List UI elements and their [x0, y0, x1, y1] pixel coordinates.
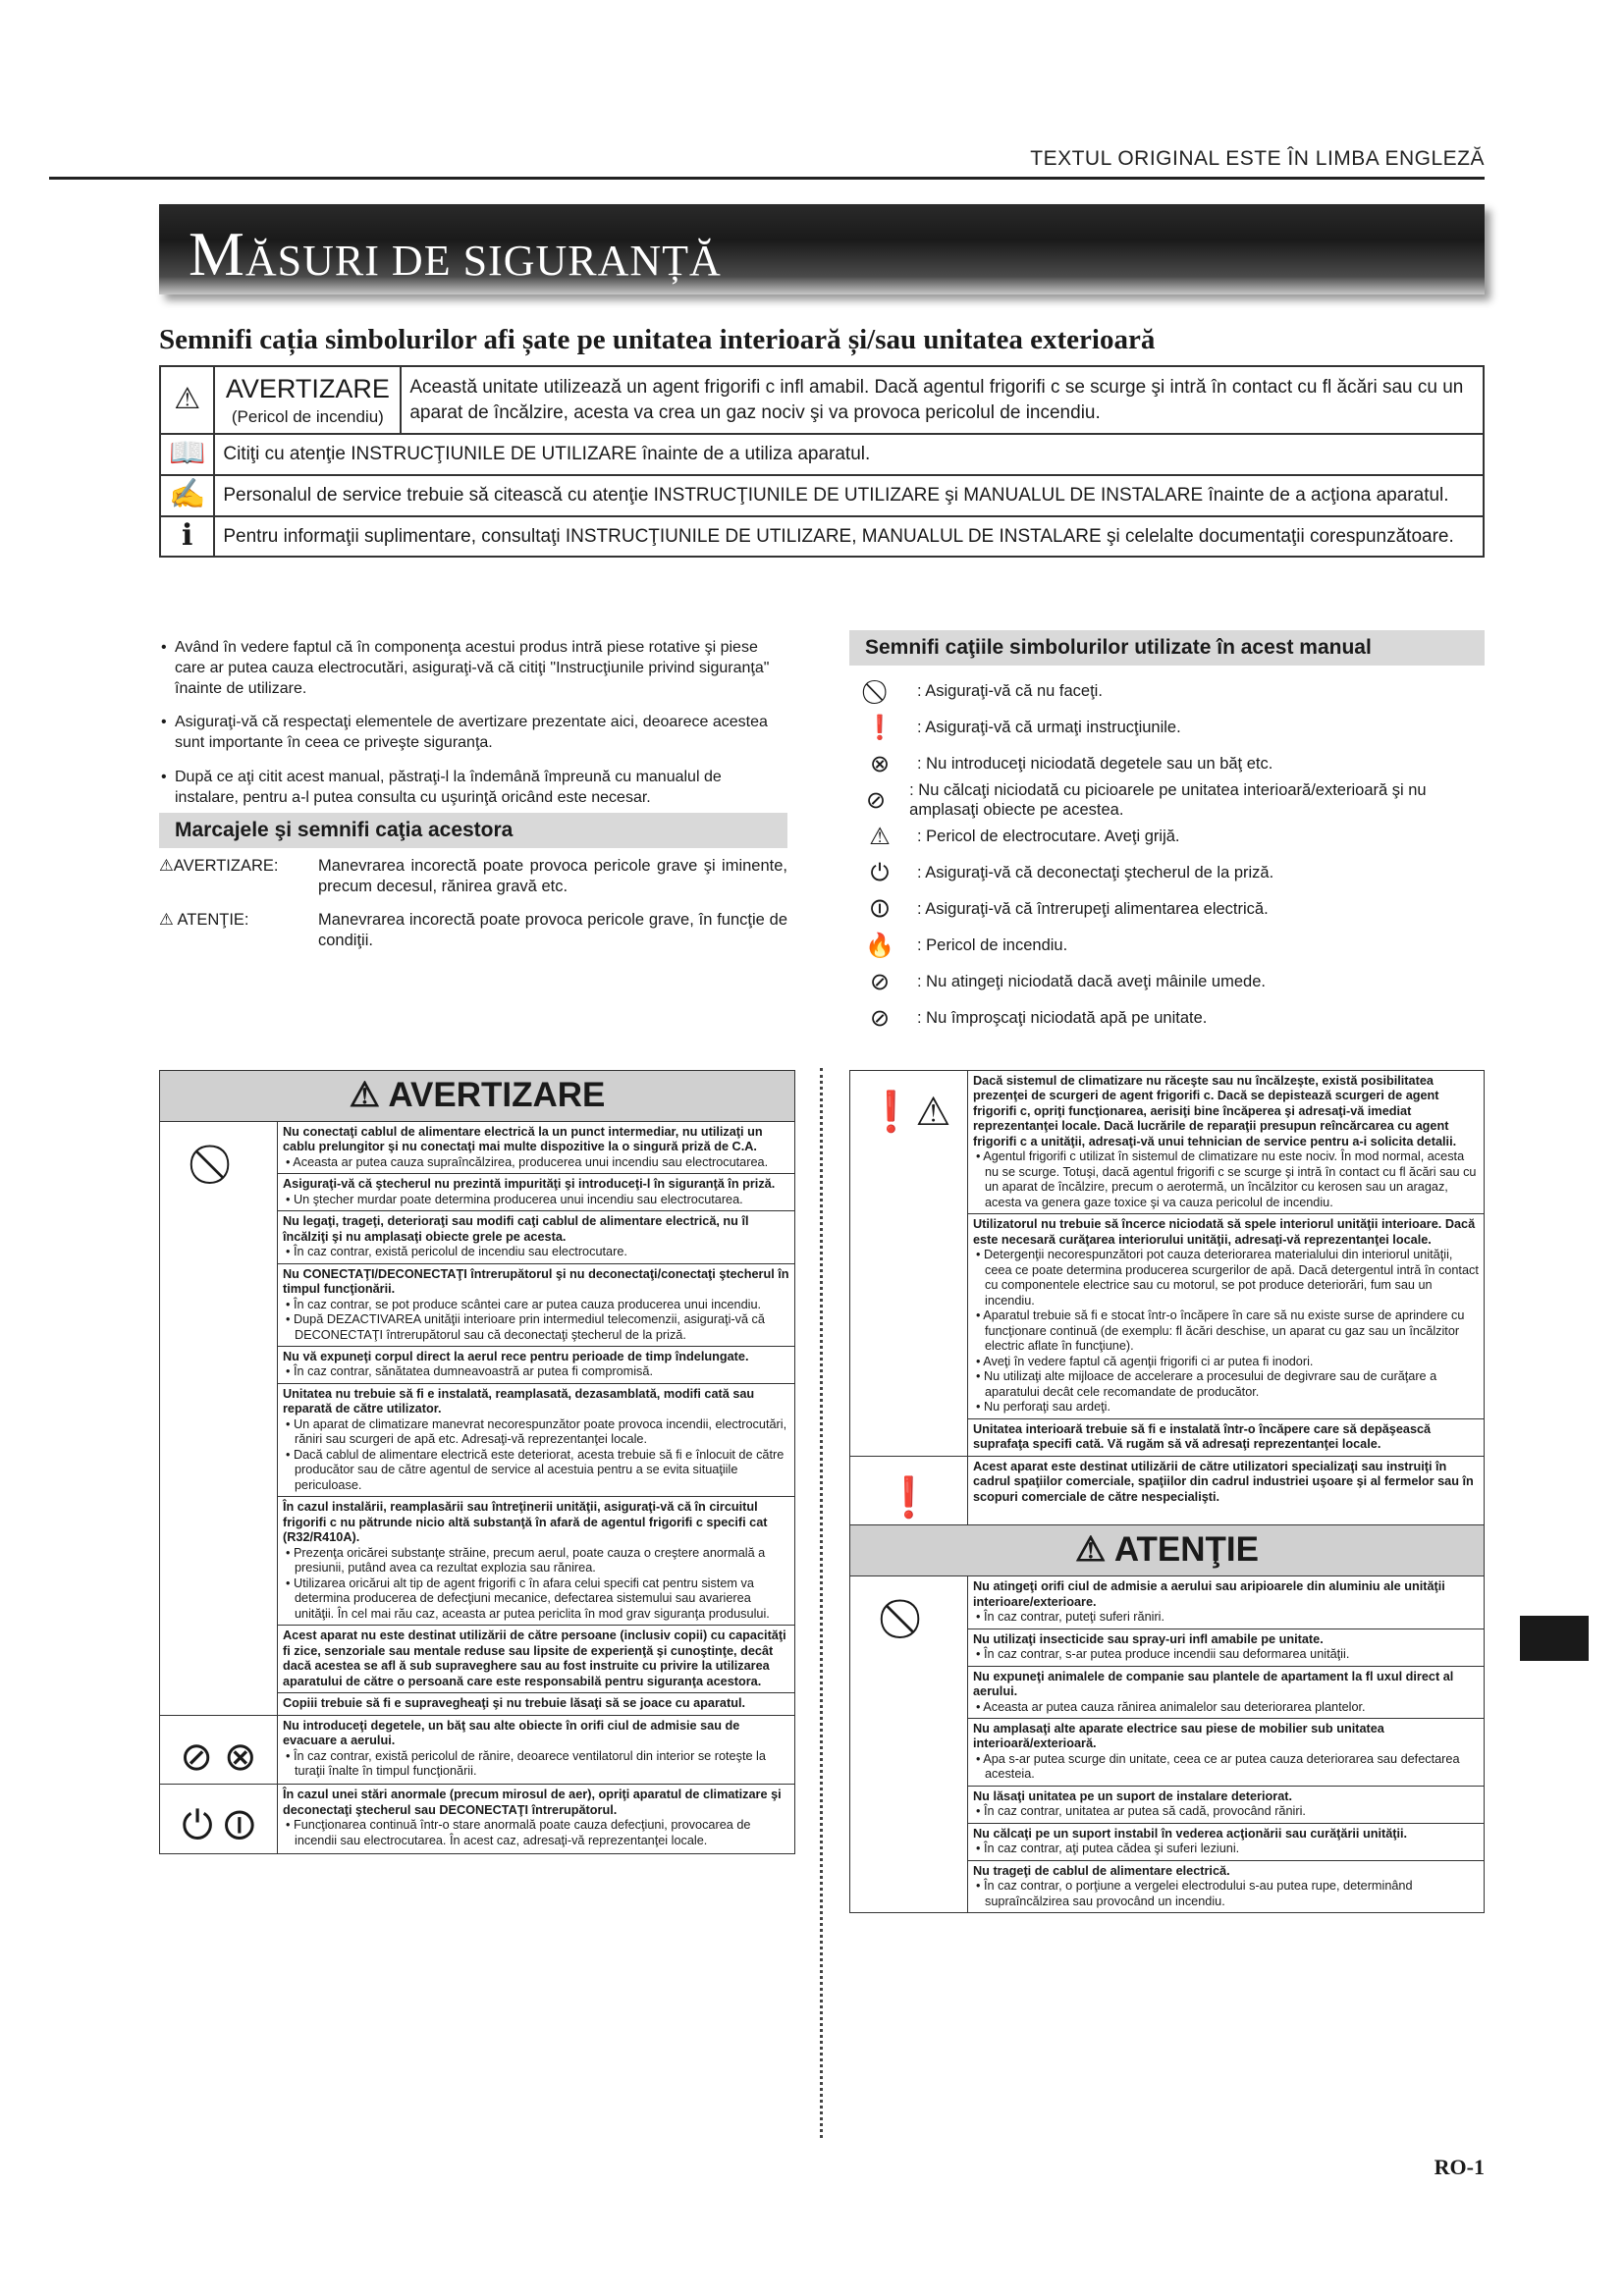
caution-heading: ⚠ ATENŢIE: [850, 1525, 1485, 1576]
list-item: [862, 710, 1485, 746]
safety-detail: • În caz contrar, o porţiune a vergelei electrodului s-au putea rupe, determinând supraîncălzirea sau provocând un incendiu.: [976, 1879, 1413, 1908]
list-item: [862, 819, 1485, 855]
symbol-meaning: : Asiguraţi-vă că nu faceţi.: [917, 681, 1103, 700]
safety-statement: Utilizatorul nu trebuie să încerce niciodată să spele interiorul unităţii interioare. Dacă este necesară curăţarea interiorului unităţii, adresaţi-vă reprezentanţei locale.: [973, 1217, 1476, 1247]
safety-cell: [278, 1497, 795, 1626]
symbols-table: [159, 365, 1485, 558]
safety-cell: [278, 1211, 795, 1263]
safety-detail: • În caz contrar, există pericolul de incendiu sau electrocutare.: [286, 1245, 627, 1259]
safety-statement: Unitatea interioară trebuie să fi e instalată într-o încăpere care să depăşească suprafaţa specifi cată. Vă rugăm să vă adresaţi reprezentanţei locale.: [973, 1421, 1432, 1452]
warning-heading: ⚠ AVERTIZARE: [160, 1071, 795, 1122]
list-item: [862, 1000, 1485, 1037]
prohibition-icon: [862, 678, 897, 706]
safety-detail: • Utilizarea oricărui alt tip de agent frigorifi c în afara celui specifi cat pentru sistem va determina producerea de defecţiuni mecanice, defectarea sistemului sau avarierea unităţii. În cel mai rău caz, aceasta ar putea periclita în mod grav siguranţa produsului.: [286, 1575, 770, 1621]
no-step-icon: ⊘: [866, 787, 887, 814]
safety-statement: Nu amplasaţi alte aparate electrice sau piese de mobilier sub unitatea interioară/exterioară.: [973, 1721, 1384, 1751]
safety-cell: [278, 1346, 795, 1383]
safety-detail: • După DEZACTIVAREA unităţii interioare prin intermediul telecomenzii, asiguraţi-vă că DECONECTAŢI întrerupătorul sau că deconectaţi ştecherul de la priză.: [286, 1312, 765, 1342]
electric-shock-icon: ⚠: [869, 824, 891, 850]
safety-detail: • Un ştecher murdar poate determina producerea unui incendiu sau electrocutarea.: [286, 1192, 743, 1206]
symbol-meaning: : Pericol de electrocutare. Aveţi grijă.: [917, 827, 1180, 845]
symbol-meaning: : Nu călcaţi niciodată cu picioarele pe unitatea interioară/exterioară şi nu amplasaţi obiecte pe acestea.: [909, 780, 1427, 819]
original-language-note: TEXTUL ORIGINAL ESTE ÎN LIMBA ENGLEZĂ: [1030, 147, 1485, 170]
list-item: • Având în vedere faptul că în componenţa acestui produs intră piese rotative şi piese care ar putea cauza electrocutări, asiguraţi-vă că citiţi "Instrucţiunile privind siguranţa" înainte de utilizare.: [159, 638, 787, 699]
warning-sub: (Pericol de incendiu): [231, 407, 384, 427]
safety-detail: • În caz contrar, unitatea ar putea să cadă, provocând răniri.: [976, 1804, 1306, 1819]
list-item: [862, 891, 1485, 928]
safety-statement: Unitatea nu trebuie să fi e instalată, reamplasată, dezasamblată, modifi cată sau reparată de către utilizator.: [283, 1386, 755, 1416]
safety-statement: Nu legaţi, trageţi, deterioraţi sau modifi caţi cablul de alimentare electrică, nu îl încălziţi şi nu amplasaţi obiecte grele pe acesta.: [283, 1214, 749, 1244]
safety-statement: Nu introduceţi degetele, un băţ sau alte obiecte în orifi ciul de admisie sau de evacuare a aerului.: [283, 1718, 740, 1748]
list-item: [862, 782, 1485, 819]
symbol-meaning: : Asiguraţi-vă că urmaţi instrucţiunile.: [917, 718, 1181, 736]
safety-statement: În cazul unei stări anormale (precum mirosul de aer), opriţi aparatul de climatizare şi deconectaţi ştecherul sau DECONECTAŢI întrerupătorul.: [283, 1788, 782, 1817]
safety-detail: • În caz contrar, există pericolul de rănire, deoarece ventilatorul din interior se roteşte la turaţii înalte în timpul funcţionării.: [286, 1748, 766, 1779]
more-info-text: Pentru informaţii suplimentare, consultaţi INSTRUCŢIUNILE DE UTILIZARE, MANUALUL DE INSTALARE şi celelalte documentaţii corespunzătoare.: [214, 516, 1484, 558]
safety-detail: • Aceasta ar putea cauza supraîncălzirea, producerea unui incendiu sau electrocutarea.: [286, 1154, 769, 1169]
info-book-icon: ℹ: [160, 516, 214, 558]
symbol-meaning: : Nu atingeţi niciodată dacă aveţi mâinile umede.: [917, 972, 1266, 990]
warning-box-continued: [849, 1070, 1485, 1913]
safety-detail: • Nu utilizaţi alte mijloace de accelerare a procesului de degivrare sau de curăţare a aparatului decât cele recomandate de producător.: [976, 1369, 1437, 1399]
safety-statement: Nu vă expuneţi corpul direct la aerul rece pentru perioade de timp îndelungate.: [283, 1349, 749, 1363]
safety-detail: • Detergenţii necorespunzători pot cauza deteriorarea materialului din interiorul unităţii, ceea ce poate determina producerea scurgerilor de apă. Dacă detergentul intră în contact cu componentele electrice sau cu motorul, se pot produce deteriorări, fum sau un incendiu.: [976, 1248, 1479, 1308]
safety-cell: [968, 1418, 1485, 1456]
safety-cell: [968, 1786, 1485, 1823]
safety-cell: [968, 1576, 1485, 1629]
language-tab: [1520, 1616, 1589, 1661]
symbols-heading: Semnifi cația simbolurilor afi șate pe unitatea interioară și/sau unitatea exterioară: [159, 324, 1156, 355]
safety-cell: [278, 1174, 795, 1211]
intro-bullets: [159, 638, 787, 823]
safety-detail: • Apa s-ar putea scurge din unitate, ceea ce ar putea cauza deteriorarea sau defectarea acesteia.: [976, 1751, 1460, 1782]
manual-book-icon: 📖: [160, 434, 214, 475]
safety-statement: Nu atingeţi orifi ciul de admisie a aerului sau aripioarele din aluminiu ale unităţii interioare/exterioare.: [973, 1579, 1445, 1609]
safety-statement: Dacă sistemul de climatizare nu răceşte sau nu încălzeşte, există posibilitatea prezenţei de scurgeri de agent frigorifi c. Dacă se depistează scurgeri de agent frigorifi c, opriţi funcţionarea, aerisiţi bine încăperea şi adresaţi-vă imediat reprezentanţei locale. Dacă lucrările de reparaţii presupun reîncărcarea cu agent frigorifi c a unităţii, adresaţi-vă unui tehnician de service pentru a-i solicita detalii.: [973, 1074, 1457, 1148]
safety-statement: Nu utilizaţi insecticide sau spray-uri infl amabile pe unitate.: [973, 1631, 1324, 1646]
fire-hazard-icon: ❗⚠: [850, 1071, 968, 1457]
safety-cell: [968, 1823, 1485, 1860]
markings-list: [159, 856, 787, 964]
safety-detail: • Funcţionarea continuă într-o stare anormală poate cauza defecţiuni, provocarea de incendii sau electrocutarea. În acest caz, adresaţi-vă reprezentanţei locale.: [286, 1818, 751, 1847]
safety-detail: • În caz contrar, se pot produce scântei care ar putea cauza producerea unui incendiu.: [286, 1297, 762, 1311]
page-title: MĂSURI DE SIGURANȚĂ: [189, 219, 722, 289]
safety-cell: [278, 1693, 795, 1715]
symbol-meaning: : Nu împroşcaţi niciodată apă pe unitate.: [917, 1008, 1208, 1027]
safety-cell: [278, 1263, 795, 1346]
warning-marker-label: ⚠AVERTIZARE:: [159, 857, 279, 875]
warning-text: Această unitate utilizează un agent frigorifi c infl amabil. Dacă agentul frigorifi c se scurge şi intră în contact cu fl ăcări sau cu un aparat de încălzire, acesta va crea un gaz nociv şi va provoca pericolul de incendiu.: [401, 366, 1484, 434]
safety-statement: Nu călcaţi pe un suport instabil în vederea acţionării sau curăţării unităţii.: [973, 1826, 1408, 1841]
safety-detail: • În caz contrar, aţi putea cădea şi suferi leziuni.: [976, 1842, 1240, 1856]
list-item: • După ce aţi citit acest manual, păstraţi-l la îndemână împreună cu manualul de instalare, pentru a-l putea consulta cu uşurinţă oricând este necesar.: [159, 768, 787, 809]
symbol-meaning: : Nu introduceţi niciodată degetele sau un băţ etc.: [917, 754, 1273, 773]
no-water-spray-icon: ⊘: [869, 1005, 891, 1032]
safety-detail: • Aparatul trebuie să fi e stocat într-o încăpere în care să nu existe surse de aprindere cu funcţionare continuă (de exemplu: fl ăcări deschise, un aparat cu gaz sau un încălzitor electric aflate în funcţiune).: [976, 1308, 1465, 1354]
warning-marker-text: Manevrarea incorectă poate provoca pericole grave şi iminente, precum decesul, rănirea gravă etc.: [318, 857, 787, 896]
manual-symbols-list: [862, 673, 1485, 1037]
safety-statement: Copiii trebuie să fi e supravegheaţi şi nu trebuie lăsaţi să se joace cu aparatul.: [283, 1696, 746, 1711]
safety-statement: Acest aparat nu este destinat utilizării de către persoane (inclusiv copii) cu capacităţi fi zice, senzoriale sau mentale reduse sau lipsite de experienţă şi cunoştinţe, decât dacă acestea se afl ă sub supraveghere sau au fost instruite cu privire la utilizarea aparatului de către o persoană care este responsabilă pentru siguranţa acestora.: [283, 1629, 786, 1688]
symbol-meaning: : Asiguraţi-vă că întrerupeţi alimentarea electrică.: [917, 899, 1269, 918]
safety-statement: Nu CONECTAŢI/DECONECTAŢI întrerupătorul şi nu deconectaţi/conectaţi ştecherul în timpul funcţionării.: [283, 1266, 789, 1297]
safety-detail: • Prezenţa oricărei substanţe străine, precum aerul, poate cauza o creştere anormală a presiunii, putând avea ca rezultat explozia sau rănirea.: [286, 1545, 766, 1575]
safety-detail: • În caz contrar, sănătatea dumneavoastră ar putea fi compromisă.: [286, 1364, 653, 1379]
safety-detail: • În caz contrar, puteţi suferi răniri.: [976, 1610, 1165, 1625]
read-manual-text: Citiţi cu atenţie INSTRUCŢIUNILE DE UTILIZARE înainte de a utiliza aparatul.: [214, 434, 1484, 475]
list-item: [862, 673, 1485, 710]
caution-marker-text: Manevrarea incorectă poate provoca pericole grave, în funcţie de condiţii.: [318, 910, 787, 950]
safety-cell: [968, 1456, 1485, 1525]
safety-cell: [968, 1860, 1485, 1912]
safety-cell: [968, 1666, 1485, 1718]
no-finger-icon: ⊗: [869, 751, 891, 777]
mandatory-icon: ❗: [865, 715, 894, 741]
page-number: RO-1: [1434, 2155, 1485, 2179]
warning-label: AVERTIZARE: [225, 374, 390, 403]
safety-cell: [968, 1718, 1485, 1786]
safety-statement: Nu expuneţi animalele de companie sau plantele de apartament la fl uxul direct al aerului.: [973, 1669, 1454, 1699]
fire-warning-icon: ⚠: [160, 366, 214, 434]
safety-detail: • Un aparat de climatizare manevrat necorespunzător poate provoca incendii, electrocutări, răniri sau scurgeri de apă etc. Adresaţi-vă reprezentanţei locale.: [286, 1416, 787, 1447]
mandatory-icon: ❗: [850, 1456, 968, 1525]
safety-statement: Nu lăsaţi unitatea pe un suport de instalare deteriorat.: [973, 1789, 1293, 1803]
service-text: Personalul de service trebuie să citească cu atenţie INSTRUCŢIUNILE DE UTILIZARE şi MANUALUL DE INSTALARE înainte de a acţiona aparatul.: [214, 475, 1484, 516]
safety-statement: Acest aparat este destinat utilizării de către utilizatori specializaţi sau instruiţi în cadrul spaţiilor comerciale, spaţiilor din cadrul industriei uşoare şi al fermelor sau în scopuri comerciale de către nespecialişti.: [973, 1459, 1474, 1504]
safety-cell: [278, 1121, 795, 1173]
symbol-meaning: : Asiguraţi-vă că deconectaţi ştecherul de la priză.: [917, 863, 1274, 881]
prohibition-icon: [850, 1576, 968, 1913]
no-wet-hands-icon: ⊘: [869, 969, 891, 995]
safety-cell: [278, 1383, 795, 1496]
list-item: [862, 746, 1485, 782]
title-banner: [159, 204, 1485, 294]
manual-symbols-heading: Semnifi caţiile simbolurilor utilizate în acest manual: [849, 630, 1485, 666]
safety-cell: [968, 1214, 1485, 1418]
header-rule: [49, 177, 1485, 180]
safety-cell: [278, 1626, 795, 1693]
safety-statement: Asiguraţi-vă că ştecherul nu prezintă impurităţi şi introduceţi-l în siguranţă în priză.: [283, 1177, 776, 1192]
no-finger-icon: ⊘ ⊗: [160, 1715, 278, 1785]
symbol-meaning: : Pericol de incendiu.: [917, 935, 1068, 954]
safety-detail: • Agentul frigorifi c utilizat în sistemul de climatizare nu este nociv. În mod normal, acesta nu se scurge. Totuşi, dacă agentul frigorifi c se scurge şi intră în contact cu fl ăcări sau cu un aparat de încălzire, precum o aerotermă, un încălzitor cu kerosen sau un aragaz, acesta va genera gaze toxice şi va cauza pericolul de incendiu.: [976, 1149, 1477, 1209]
safety-cell: [278, 1785, 795, 1854]
safety-detail: • Nu perforaţi sau ardeţi.: [976, 1400, 1111, 1415]
safety-detail: • Dacă cablul de alimentare electrică este deteriorat, acesta trebuie să fi e înlocuit de către producător sau de către agentul de service al acestuia pentru a se evita situaţiile periculoase.: [286, 1447, 785, 1492]
unplug-icon: ⏻ ⏼: [160, 1785, 278, 1854]
list-item: [862, 855, 1485, 891]
caution-marker-label: ⚠ ATENŢIE:: [159, 910, 249, 929]
safety-cell: [968, 1071, 1485, 1214]
safety-detail: • Aveţi în vedere faptul că agenţii frigorifi ci ar putea fi inodori.: [976, 1354, 1314, 1368]
safety-cell: [968, 1629, 1485, 1666]
safety-statement: Nu conectaţi cablul de alimentare electrică la un punct intermediar, nu utilizaţi un cablu prelungitor şi nu conectaţi mai multe dispozitive la o singură priză de C.A.: [283, 1124, 763, 1154]
safety-detail: • În caz contrar, s-ar putea produce incendii sau deformarea unităţii.: [976, 1647, 1350, 1662]
list-item: • Asiguraţi-vă că respectaţi elementele de avertizare prezentate aici, deoarece acestea sunt importante în ceea ce priveşte siguranţa.: [159, 713, 787, 754]
list-item: [862, 964, 1485, 1000]
service-manual-icon: ✍: [160, 475, 214, 516]
prohibition-icon: [160, 1121, 278, 1715]
safety-cell: [278, 1715, 795, 1785]
markings-heading: Marcajele şi semnifi caţia acestora: [159, 813, 787, 848]
list-item: [862, 928, 1485, 964]
unplug-icon: ⏻: [870, 859, 890, 886]
safety-detail: • Aceasta ar putea cauza rănirea animalelor sau deteriorarea plantelor.: [976, 1699, 1366, 1714]
column-divider: [820, 1068, 823, 2138]
safety-statement: Nu trageţi de cablul de alimentare electrică.: [973, 1863, 1230, 1878]
fire-hazard-icon: 🔥: [865, 933, 894, 959]
power-off-icon: ⏼: [870, 895, 890, 923]
warning-box: [159, 1070, 795, 1854]
safety-statement: În cazul instalării, reamplasării sau întreţinerii unităţii, asiguraţi-vă că în circuitul frigorifi c nu pătrunde nicio altă substanţă în afară de agentul frigorifi c specifi cat (R32/R410A).: [283, 1500, 768, 1545]
